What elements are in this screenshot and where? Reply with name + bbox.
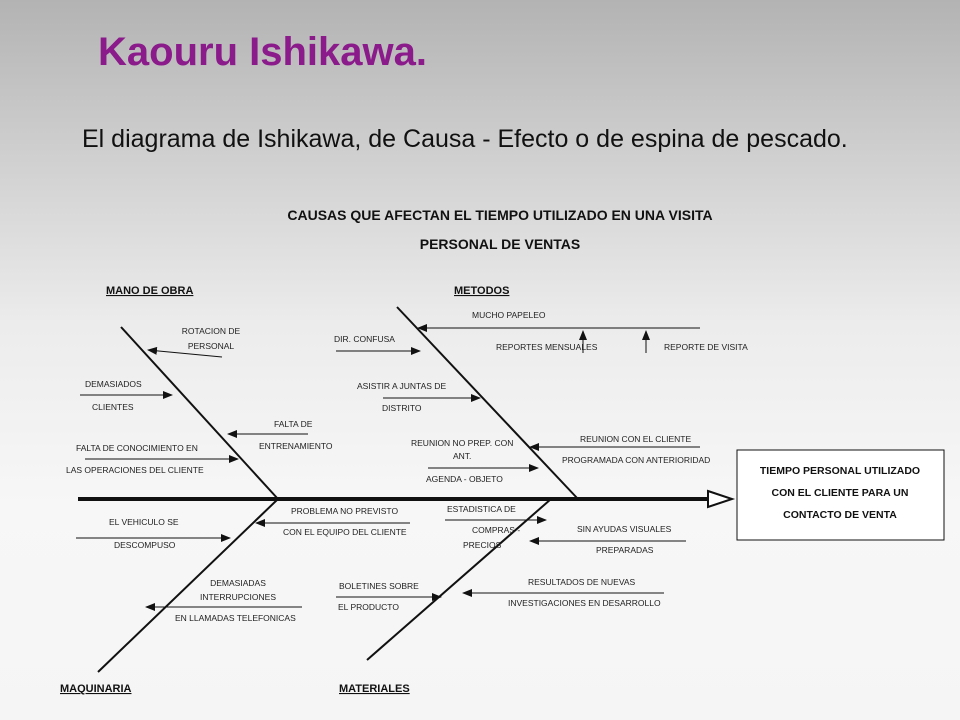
cause-interrupciones-line-1: DEMASIADAS	[210, 578, 266, 588]
cause-problema-line-2: CON EL EQUIPO DEL CLIENTE	[283, 527, 407, 537]
category-materiales: MATERIALES	[339, 683, 410, 695]
effect-text-line-2: CON EL CLIENTE PARA UN	[771, 487, 909, 499]
cause-reporte-de-visita: REPORTE DE VISITA	[664, 342, 748, 352]
bone-metodos	[397, 307, 578, 499]
cause-vehiculo-line-2: DESCOMPUSO	[114, 540, 176, 550]
cause-estadistica-line-1: ESTADISTICA DE	[447, 504, 516, 514]
cause-estadistica-line-3: PRECIOS	[463, 540, 502, 550]
cause-boletines-line-1: BOLETINES SOBRE	[339, 581, 419, 591]
cause-ayudas-line-2: PREPARADAS	[596, 545, 654, 555]
cause-reunion-noprep-line-2: ANT.	[453, 451, 472, 461]
cause-reunion-cliente-line-2: PROGRAMADA CON ANTERIORIDAD	[562, 455, 711, 465]
cause-asistir-line-2: DISTRITO	[382, 403, 422, 413]
cause-dir-confusa: DIR. CONFUSA	[334, 334, 395, 344]
effect-text-line-3: CONTACTO DE VENTA	[783, 509, 897, 521]
cause-demasiados-line-2: CLIENTES	[92, 402, 134, 412]
cause-boletines-line-2: EL PRODUCTO	[338, 602, 399, 612]
cause-agenda: AGENDA - OBJETO	[426, 474, 503, 484]
cause-rotacion-line-2: PERSONAL	[187, 341, 235, 351]
cause-mucho-papeleo: MUCHO PAPELEO	[472, 310, 546, 320]
cause-falta-de-line-2: ENTRENAMIENTO	[259, 441, 333, 451]
cause-falta-de-line-1: FALTA DE	[274, 419, 313, 429]
cause-conocimiento-line-1: FALTA DE CONOCIMIENTO EN	[76, 443, 198, 453]
cause-reunion-cliente-line-1: REUNION CON EL CLIENTE	[580, 434, 692, 444]
cause-asistir-line-1: ASISTIR A JUNTAS DE	[357, 381, 447, 391]
category-metodos: METODOS	[454, 285, 510, 297]
diagram-heading-line-2: PERSONAL DE VENTAS	[419, 236, 581, 252]
effect-text-line-1: TIEMPO PERSONAL UTILIZADO	[759, 465, 921, 477]
diagram-heading-line-1: CAUSAS QUE AFECTAN EL TIEMPO UTILIZADO EN UNA VISITA	[287, 207, 713, 223]
cause-problema-line-1: PROBLEMA NO PREVISTO	[291, 506, 399, 516]
cause-ayudas-line-1: SIN AYUDAS VISUALES	[577, 524, 672, 534]
cause-interrupciones-line-2: INTERRUPCIONES	[199, 592, 277, 602]
cause-reunion-noprep-line-1: REUNION NO PREP. CON	[411, 438, 514, 448]
spine-arrowhead	[708, 491, 732, 507]
category-mano-de-obra: MANO DE OBRA	[106, 285, 194, 297]
category-maquinaria: MAQUINARIA	[60, 683, 132, 695]
cause-resultados-line-2: INVESTIGACIONES EN DESARROLLO	[508, 598, 661, 608]
cause-rotacion-line-1: ROTACION DE	[181, 326, 241, 336]
cause-resultados-line-1: RESULTADOS DE NUEVAS	[528, 577, 636, 587]
cause-interrupciones-line-3: EN LLAMADAS TELEFONICAS	[175, 613, 296, 623]
cause-vehiculo-line-1: EL VEHICULO SE	[109, 517, 179, 527]
cause-rotacion-arrow	[148, 350, 222, 357]
cause-conocimiento-line-2: LAS OPERACIONES DEL CLIENTE	[66, 465, 204, 475]
cause-demasiados-line-1: DEMASIADOS	[85, 379, 142, 389]
cause-estadistica-line-2: COMPRAS -	[472, 525, 521, 535]
slide-title: Kaouru Ishikawa.	[98, 30, 427, 74]
slide-subtitle: El diagrama de Ishikawa, de Causa - Efecto o de espina de pescado.	[82, 125, 848, 153]
cause-reportes-mensuales: REPORTES MENSUALES	[496, 342, 598, 352]
